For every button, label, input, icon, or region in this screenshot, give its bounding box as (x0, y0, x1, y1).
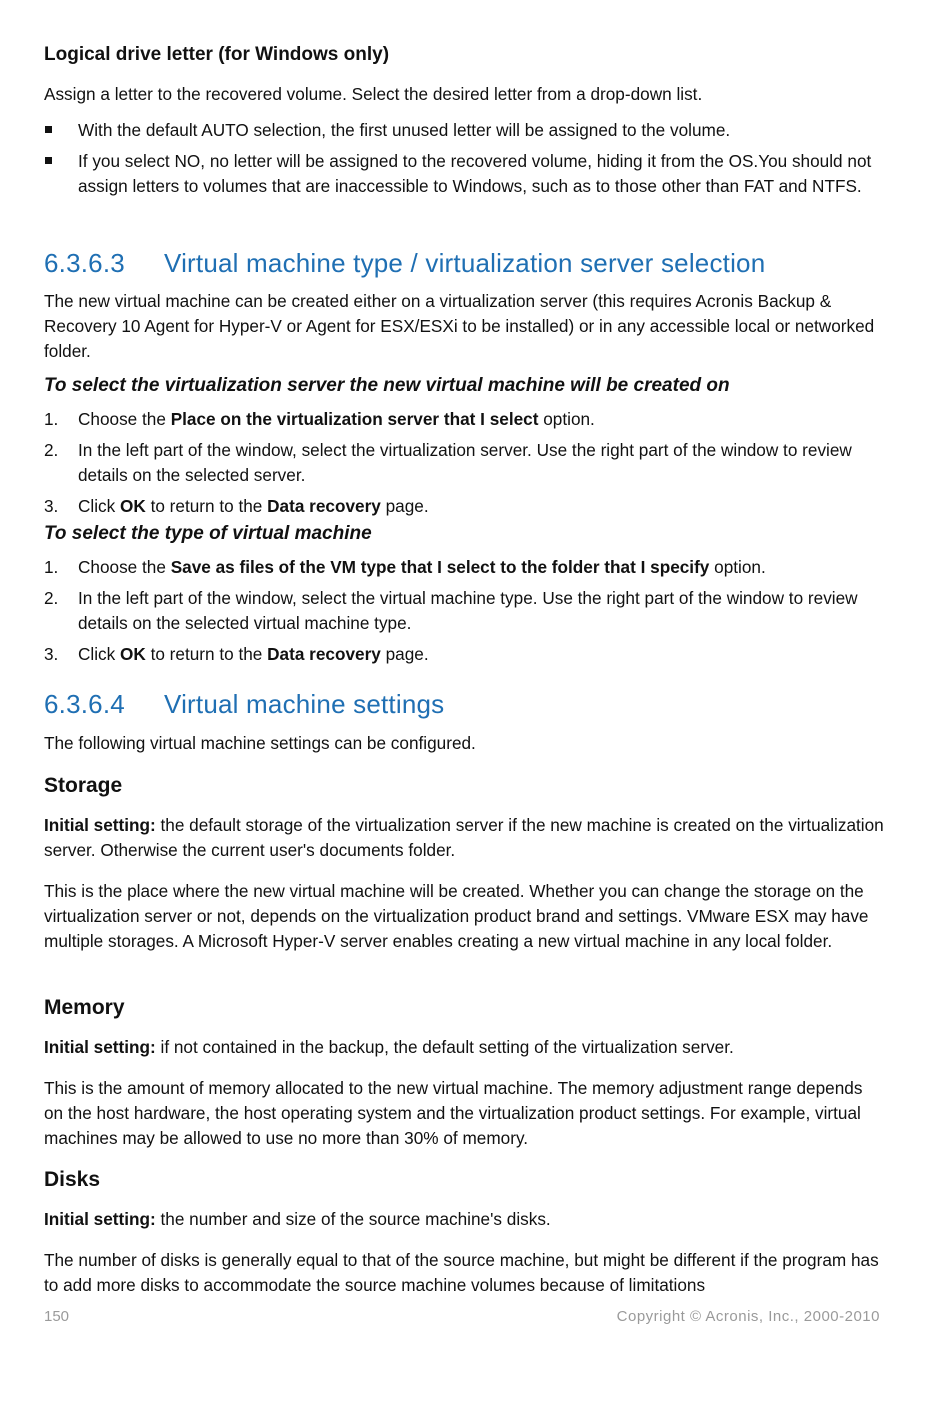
section-title: Virtual machine type / virtualization server selection (164, 248, 766, 278)
storage-description: This is the place where the new virtual machine will be created. Whether you can change the storage on the virtualization server or not, depends on the virtualization product brand and settings. VMware ESX may have multiple storages. A Microsoft Hyper-V server enables creating a new virtual machine in any local folder. (44, 881, 869, 951)
procedure-steps-vm-type (44, 555, 884, 673)
section-number: 6.3.6.4 (44, 689, 125, 719)
disks-heading: Disks (44, 1168, 101, 1191)
procedure-steps-server (44, 407, 884, 525)
section-number: 6.3.6.3 (44, 248, 125, 278)
section-heading-6-3-6-3 (44, 248, 765, 279)
list-item: 2. In the left part of the window, select the virtual machine type. Use the right part of the window to review details on the selected virtual machine type. (44, 588, 858, 633)
list-item: 2. In the left part of the window, select the virtualization server. Use the right part of the window to review details on the selected server. (44, 440, 852, 485)
list-item: 1. Choose the Place on the virtualization server that I select option. (44, 409, 595, 429)
storage-heading: Storage (44, 774, 123, 797)
page-number: 150 (44, 1308, 70, 1325)
logical-drive-intro: Assign a letter to the recovered volume. Select the desired letter from a drop-down list. (44, 84, 703, 104)
copyright-notice: Copyright © Acronis, Inc., 2000-2010 (616, 1308, 880, 1325)
storage-initial-setting: Initial setting: the default storage of the virtualization server if the new machine is created on the virtualization server. Otherwise the current user's documents folder. (44, 815, 884, 860)
section-intro: The new virtual machine can be created either on a virtualization server (this requires Acronis Backup & Recovery 10 Agent for Hyper-V or Agent for ESX/ESXi to be installed) or in any accessible local or networked folder. (44, 291, 875, 361)
section-intro: The following virtual machine settings can be configured. (44, 733, 476, 753)
disks-initial-setting: Initial setting: the number and size of the source machine's disks. (44, 1209, 551, 1229)
logical-drive-heading: Logical drive letter (for Windows only) (44, 44, 390, 65)
memory-description: This is the amount of memory allocated to the new virtual machine. The memory adjustment range depends on the host hardware, the host operating system and the virtualization product settings. For example, virtual machines may be allowed to use no more than 30% of memory. (44, 1078, 863, 1148)
bullet-square-icon (45, 126, 52, 133)
memory-initial-setting: Initial setting: if not contained in the backup, the default setting of the virtualization server. (44, 1037, 734, 1057)
list-item: 3. Click OK to return to the Data recovery page. (44, 496, 429, 516)
list-item: 1. Choose the Save as files of the VM type that I select to the folder that I specify option. (44, 557, 766, 577)
list-item: 3. Click OK to return to the Data recovery page. (44, 644, 429, 664)
disks-description: The number of disks is generally equal to that of the source machine, but might be different if the program has to add more disks to accommodate the source machine volumes because of limitations (44, 1250, 879, 1295)
logical-drive-bullets (44, 118, 884, 205)
section-title: Virtual machine settings (164, 689, 445, 719)
section-heading-6-3-6-4 (44, 689, 444, 720)
procedure-heading-vm-type: To select the type of virtual machine (44, 523, 372, 544)
list-item: With the default AUTO selection, the first unused letter will be assigned to the volume. (44, 118, 884, 143)
procedure-heading-server: To select the virtualization server the new virtual machine will be created on (44, 375, 730, 396)
memory-heading: Memory (44, 996, 125, 1019)
list-item: If you select NO, no letter will be assigned to the recovered volume, hiding it from the OS.You should not assign letters to volumes that are inaccessible to Windows, such as to those other than FAT and NTFS. (44, 149, 884, 199)
bullet-square-icon (45, 157, 52, 164)
